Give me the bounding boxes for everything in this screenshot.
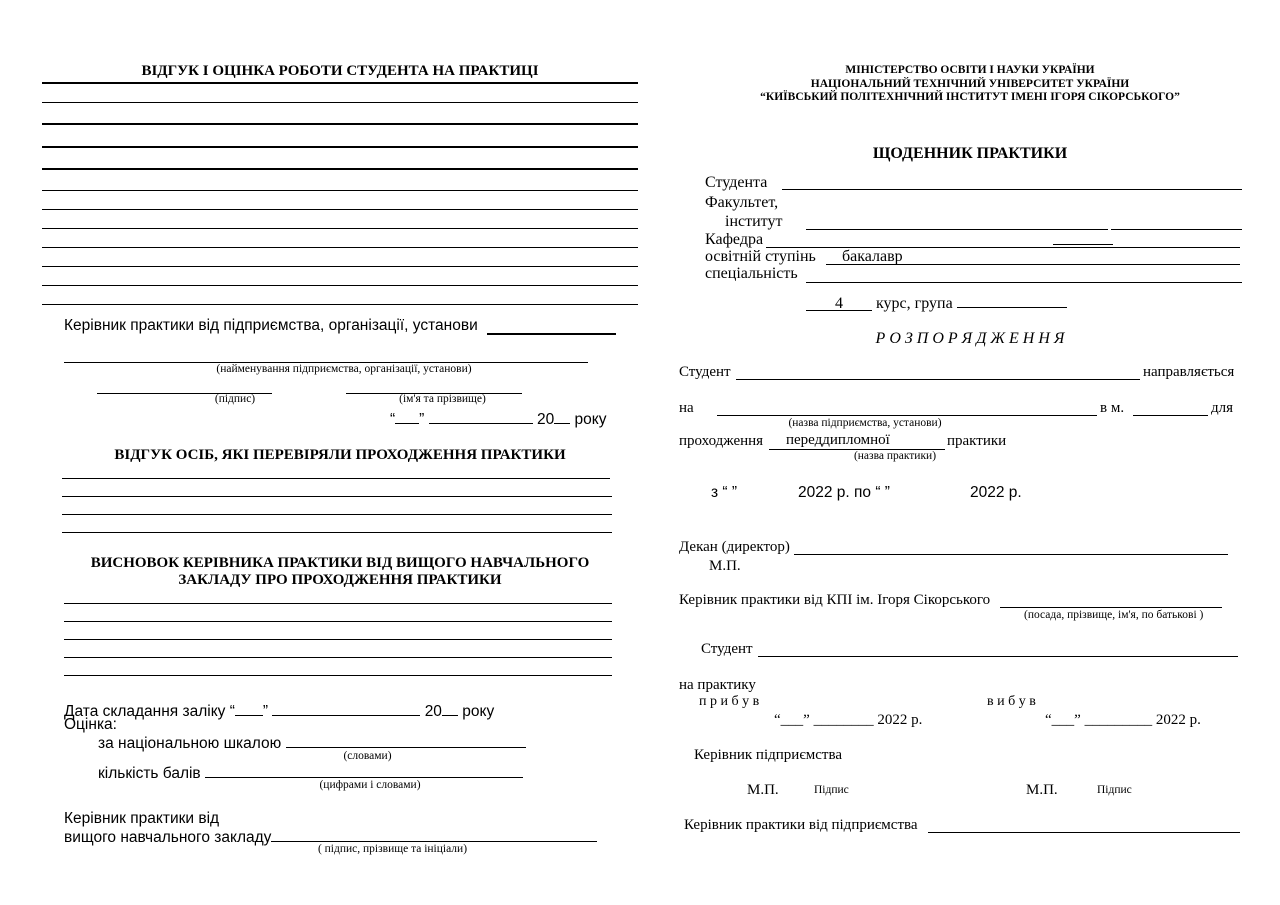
sign-left: Підпис (814, 784, 849, 796)
specialty-label: спеціальність (705, 265, 798, 282)
review-line (42, 168, 638, 170)
mp-label: М.П. (709, 558, 741, 574)
student-label-2: Студент (701, 641, 753, 657)
checkers-line (62, 532, 612, 533)
specialty-line (806, 282, 1242, 283)
diary-title: ЩОДЕННИК ПРАКТИКИ (872, 145, 1068, 162)
group-blank (957, 292, 1067, 308)
mp-right: М.П. (1026, 782, 1058, 798)
points-label: кількість балів (98, 765, 201, 782)
period-from-year: 2022 р. по “ ” (798, 484, 890, 501)
degree-value: бакалавр (842, 248, 903, 265)
ministry-header: МІНІСТЕРСТВО ОСВІТИ І НАУКИ УКРАЇНИ (845, 64, 1095, 76)
credit-year-blank (442, 700, 458, 716)
student-label: Студента (705, 174, 768, 191)
conclusion-line (64, 621, 612, 622)
dean-line (794, 554, 1228, 555)
date-quote-open: “ (390, 411, 396, 428)
to-label: на (679, 400, 694, 416)
review-line (42, 247, 638, 248)
practice-label: практики (947, 433, 1007, 449)
univ-supervisor-line1: Керівник практики від (64, 810, 220, 827)
conclusion-line (64, 603, 612, 604)
credit-month-blank (272, 700, 420, 716)
enterprise-date (390, 408, 606, 429)
conclusion-line (64, 675, 612, 676)
name-hint: (ім'я та прізвище) (399, 393, 486, 405)
month-blank (429, 408, 533, 424)
points-blank (205, 762, 523, 778)
year-blank (554, 408, 570, 424)
degree-line (826, 264, 1240, 265)
practice-hint: (назва практики) (853, 450, 937, 462)
review-line (42, 146, 638, 148)
degree-row (705, 248, 816, 266)
review-line (42, 228, 638, 229)
checkers-line (62, 496, 612, 497)
review-title: ВІДГУК І ОЦІНКА РОБОТИ СТУДЕНТА НА ПРАКТИЦІ (141, 63, 539, 79)
period-to-year: 2022 р. (970, 484, 1022, 501)
checkers-title: ВІДГУК ОСІБ, ЯКІ ПЕРЕВІРЯЛИ ПРОХОДЖЕННЯ ПРАКТИКИ (114, 447, 566, 463)
course-row (806, 292, 1067, 313)
credit-quote-open: “ (229, 703, 235, 720)
student-sign-line (758, 656, 1238, 657)
city-label: в м. (1100, 400, 1125, 416)
year-prefix: 20 (536, 411, 555, 428)
sign-right: Підпис (1097, 784, 1132, 796)
review-line (42, 82, 638, 84)
review-line (42, 304, 638, 305)
date-quote-close: ” (419, 411, 425, 428)
dean-label: Декан (директор) (679, 539, 790, 555)
course-blank (806, 295, 872, 311)
institute-label: інститут (725, 213, 783, 230)
enterprise-supervisor-line-right (928, 832, 1240, 833)
enterprise-line (717, 415, 1097, 416)
kpi-supervisor-line (1000, 607, 1222, 608)
mp-left: М.П. (747, 782, 779, 798)
faculty-label: Факультет, (705, 194, 779, 211)
student-word: Студент (679, 364, 731, 380)
conclusion-line (64, 657, 612, 658)
student-line (782, 189, 1242, 190)
institute-line (806, 229, 1108, 230)
degree-label: освітній ступінь (705, 248, 816, 265)
univ-supervisor-blank (271, 826, 597, 842)
day-blank (395, 408, 419, 424)
grade-label: Оцінка: (64, 716, 117, 733)
enterprise-supervisor-line (487, 333, 616, 335)
review-line (42, 123, 638, 125)
review-line (42, 209, 638, 210)
student-send-line (736, 379, 1140, 380)
department-line (766, 247, 1240, 248)
sent-label: направляється (1143, 364, 1235, 380)
review-line (42, 285, 638, 286)
for-label: для (1211, 400, 1234, 416)
order-title: Р О З П О Р Я Д Ж Е Н Н Я (875, 330, 1065, 347)
left-label: в и б у в (987, 694, 1036, 709)
credit-quote-close: ” (262, 703, 269, 720)
passing-label: проходження (679, 433, 764, 449)
enterprise-hint: (назва підприємства, установи) (788, 417, 942, 429)
conclusion-title: ВИСНОВОК КЕРІВНИКА ПРАКТИКИ ВІД ВИЩОГО НАВЧАЛЬНОГО (90, 555, 590, 571)
words-hint: (словами) (343, 750, 392, 762)
checkers-line (62, 478, 610, 479)
kpi-supervisor-label: Керівник практики від КПІ ім. Ігоря Сікорського (679, 592, 991, 608)
year-suffix: року (574, 411, 607, 428)
review-line (42, 266, 638, 267)
credit-year-suffix: року (462, 703, 495, 720)
credit-date (64, 700, 494, 721)
national-scale-blank (286, 732, 526, 748)
review-line (42, 190, 638, 191)
position-hint: (посада, прізвище, ім'я, по батькові ) (1024, 609, 1204, 621)
university-header: НАЦІОНАЛЬНИЙ ТЕХНІЧНИЙ УНІВЕРСИТЕТ УКРАЇНИ (810, 78, 1130, 90)
credit-day-blank (235, 700, 263, 716)
conclusion-title-2: ЗАКЛАДУ ПРО ПРОХОДЖЕННЯ ПРАКТИКИ (178, 572, 502, 588)
city-line (1133, 415, 1208, 416)
enterprise-supervisor-label: Керівник практики від підприємства, організації, установи (64, 317, 478, 334)
department-line-accent (1053, 244, 1113, 245)
institute-header: “КИЇВСЬКИЙ ПОЛІТЕХНІЧНИЙ ІНСТИТУТ ІМЕНІ ІГОРЯ СІКОРСЬКОГО” (760, 91, 1180, 103)
credit-year-prefix: 20 (424, 703, 442, 720)
sign-name-hint: ( підпис, прізвище та ініціали) (317, 843, 468, 855)
signature-hint: (підпис) (214, 393, 256, 405)
period-from: з “ ” (711, 484, 738, 501)
course-value: 4 (835, 295, 843, 312)
institute-line-2 (1111, 229, 1242, 230)
enterprise-name-hint: (найменування підприємства, організації, установи) (216, 363, 472, 375)
student-row (705, 174, 767, 192)
credit-date-label: Дата складання заліку (64, 703, 226, 720)
checkers-line (62, 514, 612, 515)
digits-words-hint: (цифрами і словами) (319, 779, 421, 791)
univ-supervisor-line2: вищого навчального закладу (64, 829, 272, 846)
to-practice-label: на практику (679, 677, 756, 693)
course-label: курс, група (876, 295, 953, 312)
review-line (42, 102, 638, 103)
arrive-date: “___” ________ 2022 р. (774, 712, 923, 728)
department-label: Кафедра (705, 231, 764, 248)
conclusion-line (64, 639, 612, 640)
enterprise-supervisor-label-right: Керівник практики від підприємства (684, 817, 918, 833)
arrived-label: п р и б у в (699, 694, 760, 709)
practice-value: переддипломної (786, 432, 890, 448)
enterprise-head-label: Керівник підприємства (694, 747, 843, 763)
leave-date: “___” _________ 2022 р. (1045, 712, 1201, 728)
national-scale-label: за національною шкалою (98, 735, 282, 752)
